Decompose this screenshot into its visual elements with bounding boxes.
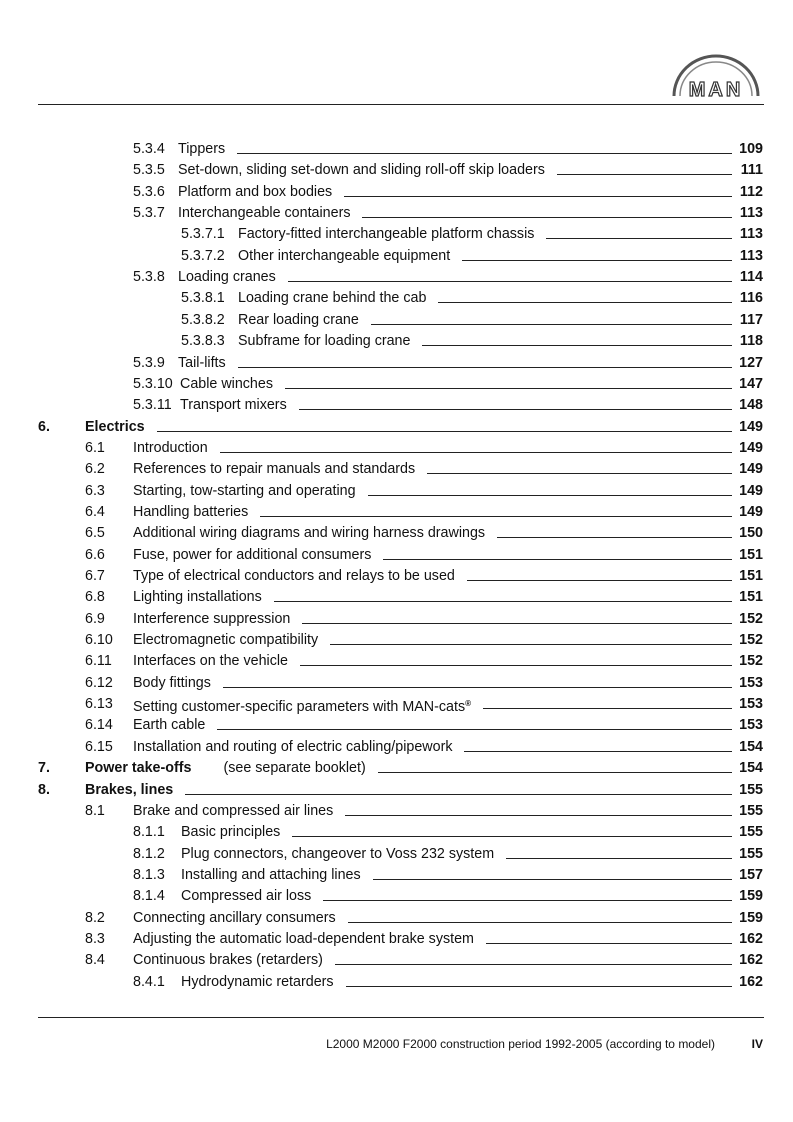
- toc-entry[interactable]: [0, 138, 793, 160]
- toc-entry-page: 117: [739, 311, 763, 328]
- toc-entry-title: [181, 864, 361, 886]
- toc-entry-title-text: References to repair manuals and standards: [133, 461, 416, 478]
- footer-text: L2000 M2000 F2000 construction period 1992-2005 (according to model): [326, 1037, 715, 1051]
- header-rule: [38, 104, 764, 105]
- toc-entry[interactable]: [0, 245, 793, 267]
- logo-text: MAN: [688, 79, 744, 100]
- toc-entry[interactable]: [0, 159, 793, 181]
- toc-entry-title-text: Tail-lifts: [178, 354, 226, 371]
- toc-leader-line: [486, 943, 732, 944]
- toc-entry-number: 8.4: [85, 952, 105, 969]
- toc-entry-title: [133, 480, 356, 502]
- toc-leader-line: [274, 601, 732, 602]
- toc-leader-line: [345, 815, 732, 816]
- toc-entry-page: 155: [739, 781, 763, 798]
- toc-entry-page: 153: [739, 674, 763, 691]
- toc-entry[interactable]: [0, 480, 793, 502]
- toc-entry[interactable]: [0, 693, 793, 715]
- toc-entry-page: 109: [739, 141, 763, 157]
- toc-entry[interactable]: [0, 629, 793, 651]
- toc-entry-page: 147: [739, 375, 763, 392]
- toc-entry-title-text: Set-down, sliding set-down and sliding roll-off skip loaders: [178, 162, 545, 179]
- toc-entry-page: 152: [739, 610, 763, 627]
- toc-entry[interactable]: [0, 736, 793, 758]
- toc-leader-line: [368, 495, 732, 496]
- toc-entry-title: [238, 287, 426, 309]
- toc-entry-number: 8.1.3: [133, 866, 165, 883]
- toc-entry[interactable]: [0, 181, 793, 203]
- toc-entry-title-text: Body fittings: [133, 674, 211, 691]
- toc-entry-title: [178, 202, 350, 224]
- toc-entry-number: 6.2: [85, 461, 105, 478]
- toc-entry-page: 149: [739, 461, 763, 478]
- toc-leader-line: [285, 388, 732, 389]
- toc-entry-page: 149: [739, 503, 763, 520]
- toc-entry-number: 6.4: [85, 503, 105, 520]
- toc-entry-number: 8.1.4: [133, 888, 165, 905]
- toc-leader-line: [546, 238, 732, 239]
- toc-entry-page: 153: [739, 717, 763, 734]
- toc-entry-page: 113: [739, 226, 763, 243]
- toc-entry-title-text: Platform and box bodies: [178, 183, 333, 200]
- toc-entry-title: [133, 672, 211, 694]
- toc-entry-page: 152: [739, 632, 763, 649]
- toc-entry-number: 5.3.5: [133, 162, 165, 179]
- toc-leader-line: [483, 708, 732, 709]
- toc-entry-title: [133, 800, 333, 822]
- toc-entry-title: [133, 629, 318, 651]
- toc-entry-title: [133, 458, 415, 480]
- toc-leader-line: [422, 345, 732, 346]
- toc-entry-number: 5.3.7.2: [181, 247, 225, 264]
- toc-entry-title-text: Setting customer-specific parameters with MAN-cats: [133, 699, 466, 716]
- toc-entry-title: [133, 928, 474, 950]
- toc-leader-line: [344, 196, 732, 197]
- toc-leader-line: [557, 174, 732, 175]
- toc-entry[interactable]: [0, 907, 793, 929]
- toc-entry-title-text: Fuse, power for additional consumers: [133, 546, 372, 563]
- toc-entry-title: [238, 245, 450, 267]
- registered-mark: ®: [465, 699, 472, 709]
- toc-entry-title-text: Compressed air loss: [181, 888, 312, 905]
- toc-entry[interactable]: [0, 330, 793, 352]
- toc-entry-title: [181, 821, 280, 843]
- toc-entry-title-text: Transport mixers: [180, 397, 287, 414]
- toc-leader-line: [506, 858, 732, 859]
- toc-entry[interactable]: [0, 309, 793, 331]
- toc-entry-number: 5.3.8: [133, 269, 165, 286]
- toc-entry-title-text: Installation and routing of electric cabling/pipework: [133, 738, 453, 755]
- toc-entry-page: 114: [739, 269, 763, 286]
- toc-entry-number: 8.1.1: [133, 824, 165, 841]
- toc-entry[interactable]: [0, 800, 793, 822]
- toc-entry-title: [133, 650, 288, 672]
- toc-entry-number: 6.10: [85, 632, 113, 649]
- toc-entry-page: 150: [739, 525, 763, 542]
- toc-entry-title-text: Hydrodynamic retarders: [181, 973, 334, 990]
- toc-entry-title: [133, 437, 208, 459]
- toc-entry[interactable]: [0, 608, 793, 630]
- toc-entry[interactable]: [0, 458, 793, 480]
- toc-entry-number: 5.3.4: [133, 141, 165, 157]
- toc-entry-title-text: Interfaces on the vehicle: [133, 653, 288, 670]
- toc-leader-line: [302, 623, 732, 624]
- toc-leader-line: [427, 473, 732, 474]
- toc-leader-line: [348, 922, 732, 923]
- toc-leader-line: [335, 964, 732, 965]
- toc-leader-line: [462, 260, 732, 261]
- toc-entry-title-text: Continuous brakes (retarders): [133, 952, 323, 969]
- toc-entry-title-text: Lighting installations: [133, 589, 262, 606]
- toc-entry-title: [181, 971, 334, 993]
- toc-entry-title-text: Additional wiring diagrams and wiring harness drawings: [133, 525, 486, 542]
- toc-entry-title-text: Brake and compressed air lines: [133, 802, 334, 819]
- toc-entry-title: [181, 843, 494, 865]
- toc-entry-title: [180, 373, 273, 395]
- toc-entry-page: 151: [739, 546, 763, 563]
- toc-entry-page: 155: [739, 845, 763, 862]
- toc-entry-number: 6.14: [85, 717, 113, 734]
- toc-entry-title: [178, 159, 545, 181]
- toc-entry[interactable]: [0, 437, 793, 459]
- toc-entry-title: [178, 138, 225, 160]
- toc-leader-line: [237, 153, 732, 154]
- toc-entry-number: 7.: [38, 760, 50, 777]
- toc-entry[interactable]: [0, 522, 793, 544]
- toc-entry-number: 8.1.2: [133, 845, 165, 862]
- toc-entry-note: (see separate booklet): [223, 760, 366, 777]
- toc-entry-number: 6.7: [85, 568, 105, 584]
- toc-leader-line: [362, 217, 732, 218]
- toc-entry-number: 5.3.7.1: [181, 226, 225, 243]
- toc-entry-number: 8.4.1: [133, 973, 165, 990]
- toc-entry-title: [133, 949, 323, 971]
- toc-entry-page: 155: [739, 824, 763, 841]
- toc-entry-page: 162: [739, 952, 763, 969]
- toc-entry-number: 6.1: [85, 439, 105, 456]
- toc-entry-title: [85, 757, 366, 779]
- toc-entry[interactable]: [0, 864, 793, 886]
- toc-entry-number: 8.: [38, 781, 50, 798]
- toc-entry-title-text: Installing and attaching lines: [181, 866, 361, 883]
- toc-entry-title: [133, 565, 455, 587]
- toc-entry[interactable]: [0, 821, 793, 843]
- toc-entry[interactable]: [0, 266, 793, 288]
- toc-entry-title: [180, 394, 287, 416]
- toc-entry[interactable]: [0, 949, 793, 971]
- toc-entry-title: [178, 181, 332, 203]
- page-footer: [0, 1034, 793, 1054]
- toc-entry-title-text: Electrics: [85, 418, 145, 435]
- toc-entry-number: 8.3: [85, 930, 105, 947]
- toc-entry[interactable]: [0, 544, 793, 566]
- footer-rule: [38, 1017, 764, 1018]
- toc-entry-number: 6.6: [85, 546, 105, 563]
- toc-leader-line: [299, 409, 732, 410]
- toc-entry-title-text: Loading crane behind the cab: [238, 290, 427, 307]
- toc-entry-number: 6.13: [85, 696, 113, 713]
- toc-entry-number: 5.3.6: [133, 183, 165, 200]
- toc-entry-number: 6.11: [85, 653, 112, 670]
- toc-entry[interactable]: [0, 287, 793, 309]
- toc-entry-number: 6.3: [85, 482, 105, 499]
- toc-leader-line: [497, 537, 732, 538]
- toc-entry-title: [238, 223, 534, 245]
- toc-entry-page: 162: [739, 973, 763, 990]
- toc-entry-title-text: Adjusting the automatic load-dependent brake system: [133, 930, 474, 947]
- toc-leader-line: [217, 729, 732, 730]
- toc-entry[interactable]: [0, 928, 793, 950]
- toc-entry-title-text: Cable winches: [180, 375, 273, 392]
- toc-entry-page: 113: [739, 205, 763, 222]
- toc-leader-line: [467, 580, 732, 581]
- toc-leader-line: [260, 516, 732, 517]
- toc-entry-title-text: Subframe for loading crane: [238, 333, 411, 350]
- toc-entry-page: 127: [739, 354, 763, 371]
- toc-entry-number: 5.3.8.3: [181, 333, 225, 350]
- toc-entry-title-text: Tippers: [178, 141, 226, 157]
- toc-entry[interactable]: [0, 971, 793, 993]
- toc-entry-number: 6.15: [85, 738, 113, 755]
- toc-entry[interactable]: [0, 501, 793, 523]
- toc-entry-title-text: Other interchangeable equipment: [238, 247, 451, 264]
- toc-entry[interactable]: [0, 394, 793, 416]
- toc-entry-page: 159: [739, 909, 763, 926]
- toc-entry[interactable]: [0, 202, 793, 224]
- toc-entry-title: [133, 586, 262, 608]
- toc-entry-page: 151: [739, 589, 763, 606]
- toc-entry-number: 5.3.9: [133, 354, 165, 371]
- toc-entry-page: 149: [739, 439, 763, 456]
- toc-entry-page: 154: [739, 738, 763, 755]
- man-logo: [668, 44, 764, 100]
- toc-entry-title-text: Interchangeable containers: [178, 205, 351, 222]
- toc-entry-page: 113: [739, 247, 763, 264]
- toc-entry[interactable]: [0, 352, 793, 374]
- toc-entry[interactable]: [0, 416, 793, 438]
- toc-entry[interactable]: [0, 223, 793, 245]
- toc-leader-line: [288, 281, 732, 282]
- toc-entry-title-text: Loading cranes: [178, 269, 276, 286]
- toc-entry[interactable]: [0, 672, 793, 694]
- toc-entry[interactable]: [0, 779, 793, 801]
- toc-entry-page: 151: [739, 568, 763, 584]
- toc-entry[interactable]: [0, 714, 793, 736]
- toc-leader-line: [185, 794, 732, 795]
- toc-entry-page: 152: [739, 653, 763, 670]
- toc-leader-line: [438, 302, 732, 303]
- toc-leader-line: [238, 367, 732, 368]
- toc-entry-title: [133, 714, 205, 736]
- toc-entry-page: 116: [739, 290, 763, 307]
- toc-entry[interactable]: [0, 586, 793, 608]
- toc-entry[interactable]: [0, 373, 793, 395]
- toc-entry-title: [85, 416, 145, 438]
- toc-entry-title-text: Earth cable: [133, 717, 206, 734]
- toc-entry-title: [238, 330, 410, 352]
- toc-leader-line: [383, 559, 732, 560]
- toc-entry-page: 154: [739, 760, 763, 777]
- toc-entry-number: 6.12: [85, 674, 113, 691]
- footer-page-number: IV: [751, 1037, 763, 1051]
- toc-entry-number: 6.: [38, 418, 50, 435]
- toc-entry-title-text: Starting, tow-starting and operating: [133, 482, 356, 499]
- toc-entry-title-text: Connecting ancillary consumers: [133, 909, 336, 926]
- toc-entry-page: 148: [739, 397, 763, 414]
- toc-entry-title: [85, 779, 173, 801]
- toc-entry-title: [181, 885, 311, 907]
- toc-entry-number: 6.5: [85, 525, 105, 542]
- toc-entry-title-text: Interference suppression: [133, 610, 291, 627]
- toc-entry[interactable]: [0, 757, 793, 779]
- toc-entry-title: [133, 544, 371, 566]
- toc-entry-title-text: Introduction: [133, 439, 208, 456]
- toc-leader-line: [346, 986, 732, 987]
- toc-leader-line: [300, 665, 732, 666]
- toc-entry-number: 5.3.8.1: [181, 290, 225, 307]
- toc-entry-title-text: Brakes, lines: [85, 781, 174, 798]
- toc-leader-line: [373, 879, 732, 880]
- toc-entry-title-text: Electromagnetic compatibility: [133, 632, 319, 649]
- toc-entry-page: 149: [739, 418, 763, 435]
- toc-entry[interactable]: [0, 843, 793, 865]
- toc-entry-page: 111: [740, 162, 763, 179]
- toc-leader-line: [220, 452, 732, 453]
- toc-entry-title-text: Type of electrical conductors and relays to be used: [133, 568, 455, 584]
- toc-entry-title: [238, 309, 359, 331]
- toc-entry-number: 6.9: [85, 610, 105, 627]
- toc-entry-page: 149: [739, 482, 763, 499]
- toc-entry-title: [133, 608, 290, 630]
- toc-entry[interactable]: [0, 885, 793, 907]
- toc-entry-number: 5.3.11: [133, 397, 172, 414]
- toc-entry-number: 5.3.7: [133, 205, 165, 222]
- toc-entry-title-text: Power take-offs: [85, 760, 192, 777]
- toc-entry-number: 5.3.10: [133, 375, 173, 392]
- toc-entry-title-text: Handling batteries: [133, 503, 249, 520]
- toc-entry-title: [178, 352, 226, 374]
- toc-entry-page: 157: [739, 866, 763, 883]
- toc-entry-title: [133, 501, 248, 523]
- toc-leader-line: [378, 772, 732, 773]
- toc-entry-title-text: Plug connectors, changeover to Voss 232 system: [181, 845, 495, 862]
- toc-leader-line: [323, 900, 732, 901]
- toc-leader-line: [464, 751, 732, 752]
- toc-leader-line: [292, 836, 732, 837]
- toc-leader-line: [157, 431, 732, 432]
- toc-entry-number: 5.3.8.2: [181, 311, 225, 328]
- toc-entry-page: 159: [739, 888, 763, 905]
- toc-leader-line: [330, 644, 732, 645]
- toc-entry-page: 162: [739, 930, 763, 947]
- toc-entry-title: [133, 736, 452, 758]
- toc-entry-number: 6.8: [85, 589, 105, 606]
- toc-entry[interactable]: [0, 650, 793, 672]
- toc-entry-title-text: Factory-fitted interchangeable platform chassis: [238, 226, 535, 243]
- toc-entry-title-text: Rear loading crane: [238, 311, 359, 328]
- toc-entry-page: 112: [739, 183, 763, 200]
- toc-leader-line: [223, 687, 732, 688]
- toc-entry-title: [133, 522, 485, 544]
- toc-entry-page: 155: [739, 802, 763, 819]
- toc-entry-title: [178, 266, 276, 288]
- toc-entry-title: [133, 907, 336, 929]
- toc-entry-page: 118: [739, 333, 763, 350]
- toc-leader-line: [371, 324, 732, 325]
- toc-entry-number: 8.1: [85, 802, 105, 819]
- toc-entry-page: 153: [739, 696, 763, 713]
- toc-entry-number: 8.2: [85, 909, 105, 926]
- toc-entry[interactable]: [0, 565, 793, 587]
- toc-entry-title-text: Basic principles: [181, 824, 281, 841]
